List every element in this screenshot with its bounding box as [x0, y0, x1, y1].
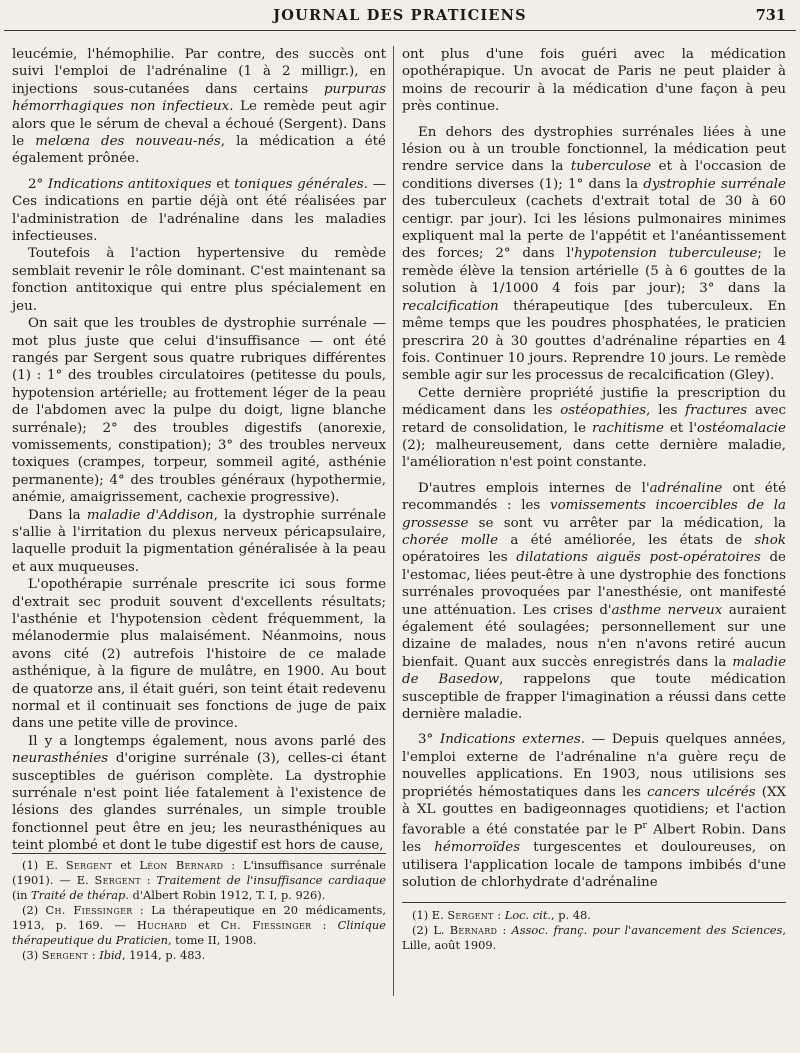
footnote-rule	[402, 902, 786, 903]
paragraph: L'opothérapie surrénale prescrite ici sous forme d'extrait sec produit souvent d'excellents résultats; l'asthénie et l'hypotension cèdent fréquemment, la mélanodermie plus malaisément. Néanmoins, nous avons cité (2) autrefois l'histoire de ce malade asthénique, à la figure de mulâtre, en 1900. Au bout de quatorze ans, il était guéri, son teint était redevenu normal et il continuait ses fonctions de juge de paix dans une petite ville de province.	[12, 577, 386, 732]
footnotes-left	[12, 858, 386, 963]
paragraph: D'autres emplois internes de l'adrénaline ont été recommandés : les vomissements incoercibles de la grossesse se sont vu arrêter par la médication, la chorée molle a été améliorée, les états de shok opératoires les dilatations aiguës post-opératoires de l'estomac, liées peut-être à une dystrophie des fonctions surrénales provoquées par l'anesthésie, ont manifesté une atténuation. Les crises d'asthme nerveux auraient également été soulagées; personnellement sur une dizaine de malades, nous n'en n'avons retiré aucun bienfait. Quant aux succès enregistrés dans la maladie de Basedow, rappelons que toute médication susceptible de frapper l'imagination a réussi dans cette dernière maladie.	[402, 480, 787, 723]
paragraph: En dehors des dystrophies surrénales liées à une lésion ou à un trouble fonctionnel, la médication peut rendre service dans la tuberculose et à l'occasion de conditions diverses (1); 1° dans la dystrophie surrénale des tuberculeux (cachets d'extrait total de 30 à 60 centigr. par jour). Ici les lésions pulmonaires minimes expliquent mal la perte de l'appétit et l'anéantissement des forces; 2° dans l'hypotension tuberculeuse; le remède élève la tension artérielle (5 à 6 gouttes de la solution à 1/1000 4 fois par jour); 3° dans la recalcification thérapeutique [des tuberculeux. En même temps que les poudres phosphatées, le praticien prescrira 20 à 30 gouttes d'adrénaline réparties en 4 fois. Continuer 10 jours. Reprendre 10 jours. Le remède semble agir sur les processus de recalcification (Gley).	[402, 124, 786, 384]
paragraph: On sait que les troubles de dystrophie surrénale — mot plus juste que celui d'insuffisance — ont été rangés par Sergent sous quatre rubriques différentes (1) : 1° des troubles circulatoires (petitesse du pouls, hypotension artérielle; au frottement léger de la peau de l'abdomen avec la pulpe du doigt, ligne blanche surrénale); 2° des troubles digestifs (anorexie, vomissements, constipation); 3° des troubles nerveux toxiques (crampes, torpeur, sommeil agité, asthénie permanente); 4° des troubles généraux (hypothermie, anémie, amaigrissement, cachexie progressive).	[12, 316, 386, 506]
paragraph: ont plus d'une fois guéri avec la médication opothérapique. Un avocat de Paris ne peut plaider à moins de recourir à la médication d'une façon à peu près continue.	[402, 47, 786, 115]
paragraph: leucémie, l'hémophilie. Par contre, des succès ont suivi l'emploi de l'adrénaline (1 à 2 milligr.), en injections sous-cutanées dans certains purpuras hémorrhagiques non infectieux. Le remède peut agir alors que le sérum de cheval a échoué (Sergent). Dans le melœna des nouveau-nés, la médication a été également prônée.	[12, 47, 386, 167]
footnote-rule	[12, 853, 386, 854]
left-column	[12, 46, 386, 855]
running-header	[0, 6, 800, 28]
right-column	[402, 46, 786, 892]
section-heading-paragraph: 3° Indications externes. — Depuis quelques années, l'emploi externe de l'adrénaline n'a guère reçu de nouvelles applications. En 1903, nous utilisions ses propriétés hémostatiques dans les cancers ulcérés (XX à XL gouttes en badigeonnages quotidiens; et l'action favorable a été constatée par le $P^r$ Albert Robin. Dans les hémorroïdes turgescentes et douloureuses, on utilisera l'application locale de tampons imbibés d'une solution de chlorhydrate d'adrénaline	[402, 732, 787, 891]
footnote: (2) Ch. Fiessinger : La thérapeutique en 20 médicaments, 1913, p. 169. — Huchard et Ch. Fiessinger : Clinique thérapeutique du Praticien, tome II, 1908.	[12, 903, 386, 947]
footnotes-right	[402, 908, 786, 953]
paragraph: Cette dernière propriété justifie la prescription du médicament dans les ostéopathies, les fractures avec retard de consolidation, le rachitisme et l'ostéomalacie (2); malheureusement, dans cette dernière maladie, l'amélioration n'est point constante.	[402, 385, 786, 471]
journal-title: JOURNAL DES PRATICIENS	[273, 7, 527, 24]
paragraph: Dans la maladie d'Addison, la dystrophie surrénale s'allie à l'irritation du plexus nerveux péricapsulaire, laquelle produit la pigmentation généralisée à la peau et aux muqueuses.	[12, 507, 386, 575]
header-rule	[4, 30, 796, 31]
section-heading-paragraph: 2° Indications antitoxiques et toniques générales. — Ces indications en partie déjà ont été réalisées par l'administration de l'adrénaline dans les maladies infectieuses.	[12, 176, 386, 245]
page-number: 731	[755, 7, 786, 24]
column-divider	[393, 46, 394, 996]
footnote: (3) Sergent : Ibid, 1914, p. 483.	[22, 948, 206, 962]
paragraph: Il y a longtemps également, nous avons parlé des neurasthénies d'origine surrénale (3), celles-ci étant susceptibles de guérison complète. La dystrophie surrénale n'est point liée fatalement à l'existence de lésions des glandes surrénales, un simple trouble fonctionnel peut être en jeu; les neurasthéniques au teint plombé et dont le tube digestif est hors de cause,	[12, 733, 386, 854]
footnote: (2) L. Bernard : Assoc. franç. pour l'avancement des Sciences, Lille, août 1909.	[402, 923, 786, 952]
paragraph: Toutefois à l'action hypertensive du remède semblait revenir le rôle dominant. C'est maintenant sa fonction antitoxique qui entre plus spécialement en jeu.	[12, 246, 386, 314]
footnote: (1) E. Sergent : Loc. cit., p. 48.	[412, 908, 591, 922]
footnote: (1) E. Sergent et Léon Bernard : L'insuffisance surrénale (1901). — E. Sergent : Traitement de l'insuffisance cardiaque (in Traité de thérap. d'Albert Robin 1912, T. I, p. 926).	[12, 858, 386, 902]
